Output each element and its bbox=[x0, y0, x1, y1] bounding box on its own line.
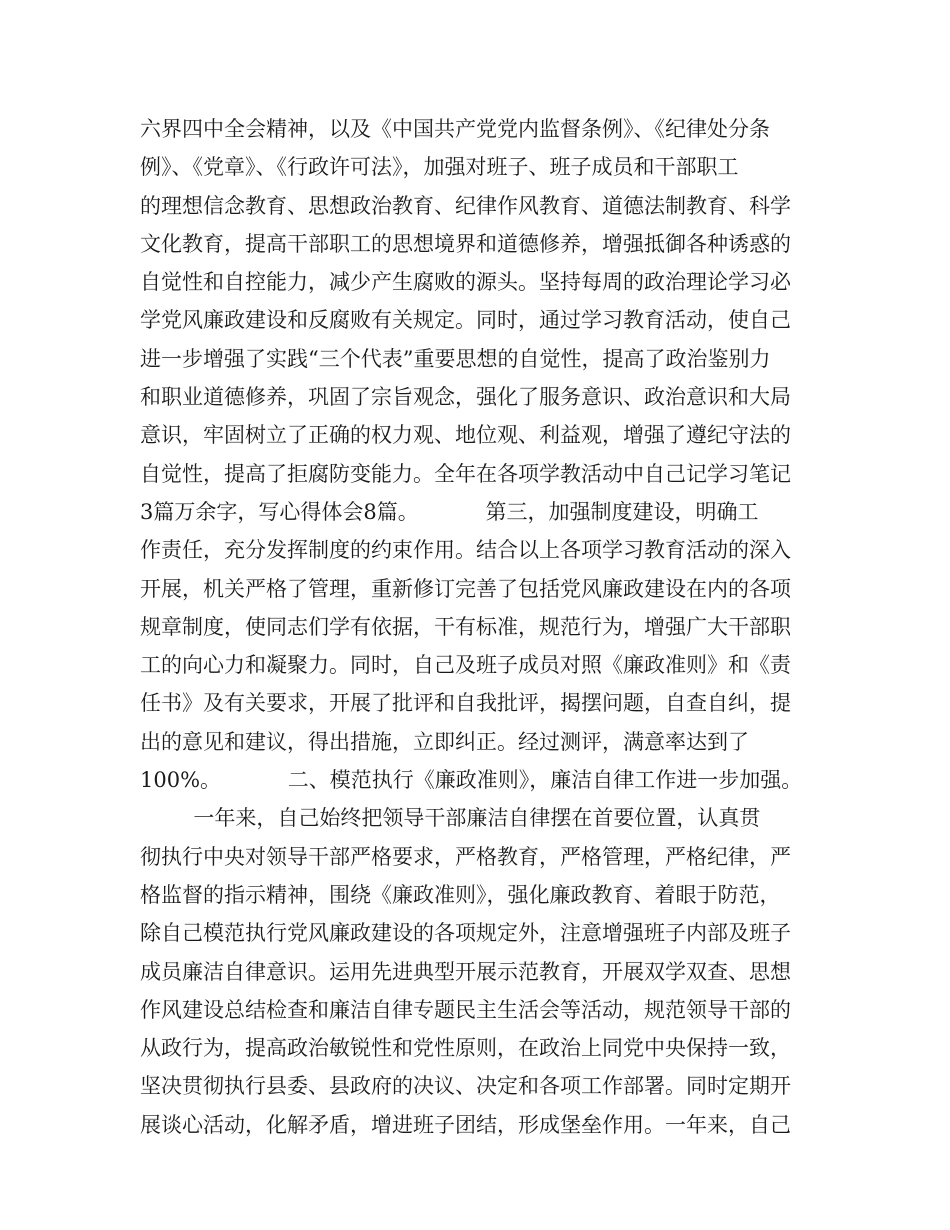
text-line: 文化教育，提高干部职工的思想境界和道德修养，增强抵御各种诱惑的 bbox=[140, 231, 791, 256]
text-line: 和职业道德修养，巩固了宗旨观念，强化了服务意识、政治意识和大局 bbox=[140, 385, 791, 410]
text-line: 开展，机关严格了管理，重新修订完善了包括党风廉政建设在内的各项 bbox=[140, 576, 791, 601]
text-line: 规章制度，使同志们学有依据，干有标准，规范行为，增强广大干部职 bbox=[140, 614, 791, 639]
text-line: 工的向心力和凝聚力。同时，自己及班子成员对照《廉政准则》和《责 bbox=[140, 653, 791, 678]
text-line: 进一步增强了实践“三个代表”重要思想的自觉性，提高了政治鉴别力 bbox=[140, 346, 771, 371]
text-line: 出的意见和建议，得出措施，立即纠正。经过测评，满意率达到了 bbox=[140, 729, 749, 754]
text-line: 意识，牢固树立了正确的权力观、地位观、利益观，增强了遵纪守法的 bbox=[140, 423, 791, 448]
text-line: 的理想信念教育、思想政治教育、纪律作风教育、道德法制教育、科学 bbox=[140, 193, 791, 218]
text-line: 自觉性和自控能力，减少产生腐败的源头。坚持每周的政治理论学习必 bbox=[140, 270, 791, 295]
text-line: 从政行为，提高政治敏锐性和党性原则，在政治上同党中央保持一致， bbox=[140, 1036, 791, 1061]
text-line: 例》、《党章》、《行政许可法》，加强对班子、班子成员和干部职工 bbox=[140, 155, 739, 180]
body-text bbox=[140, 110, 820, 1144]
text-line: 六界四中全会精神，以及《中国共产党党内监督条例》、《纪律处分条 bbox=[140, 117, 770, 141]
text-line: 自觉性，提高了拒腐防变能力。全年在各项学教活动中自己记学习笔记 bbox=[140, 461, 791, 486]
text-line: 格监督的指示精神，围绕《廉政准则》，强化廉政教育、着眼于防范， bbox=[140, 882, 781, 907]
text-line: 坚决贯彻执行县委、县政府的决议、决定和各项工作部署。同时定期开 bbox=[140, 1074, 791, 1099]
text-line: 除自己模范执行党风廉政建设的各项规定外，注意增强班子内部及班子 bbox=[140, 921, 791, 946]
text-line: 3篇万余字，写心得体会8篇。 第三，加强制度建设，明确工 bbox=[140, 499, 759, 524]
text-line: 作责任，充分发挥制度的约束作用。结合以上各项学习教育活动的深入 bbox=[140, 538, 791, 563]
text-line: 彻执行中央对领导干部严格要求，严格教育，严格管理，严格纪律，严 bbox=[140, 844, 791, 869]
text-line: 作风建设总结检查和廉洁自律专题民主生活会等活动，规范领导干部的 bbox=[140, 997, 791, 1022]
text-line: 一年来，自己始终把领导干部廉洁自律摆在首要位置，认真贯 bbox=[140, 806, 761, 831]
text-line: 学党风廉政建设和反腐败有关规定。同时，通过学习教育活动，使自己 bbox=[140, 308, 791, 333]
text-line: 任书》及有关要求，开展了批评和自我批评，揭摆问题，自查自纠，提 bbox=[140, 691, 791, 716]
section-heading-line: 100%。 二、模范执行《廉政准则》，廉洁自律工作进一步加强。 bbox=[140, 768, 803, 793]
text-line: 成员廉洁自律意识。运用先进典型开展示范教育，开展双学双查、思想 bbox=[140, 959, 791, 984]
text-line: 展谈心活动，化解矛盾，增进班子团结，形成堡垒作用。一年来，自己 bbox=[140, 1112, 791, 1137]
